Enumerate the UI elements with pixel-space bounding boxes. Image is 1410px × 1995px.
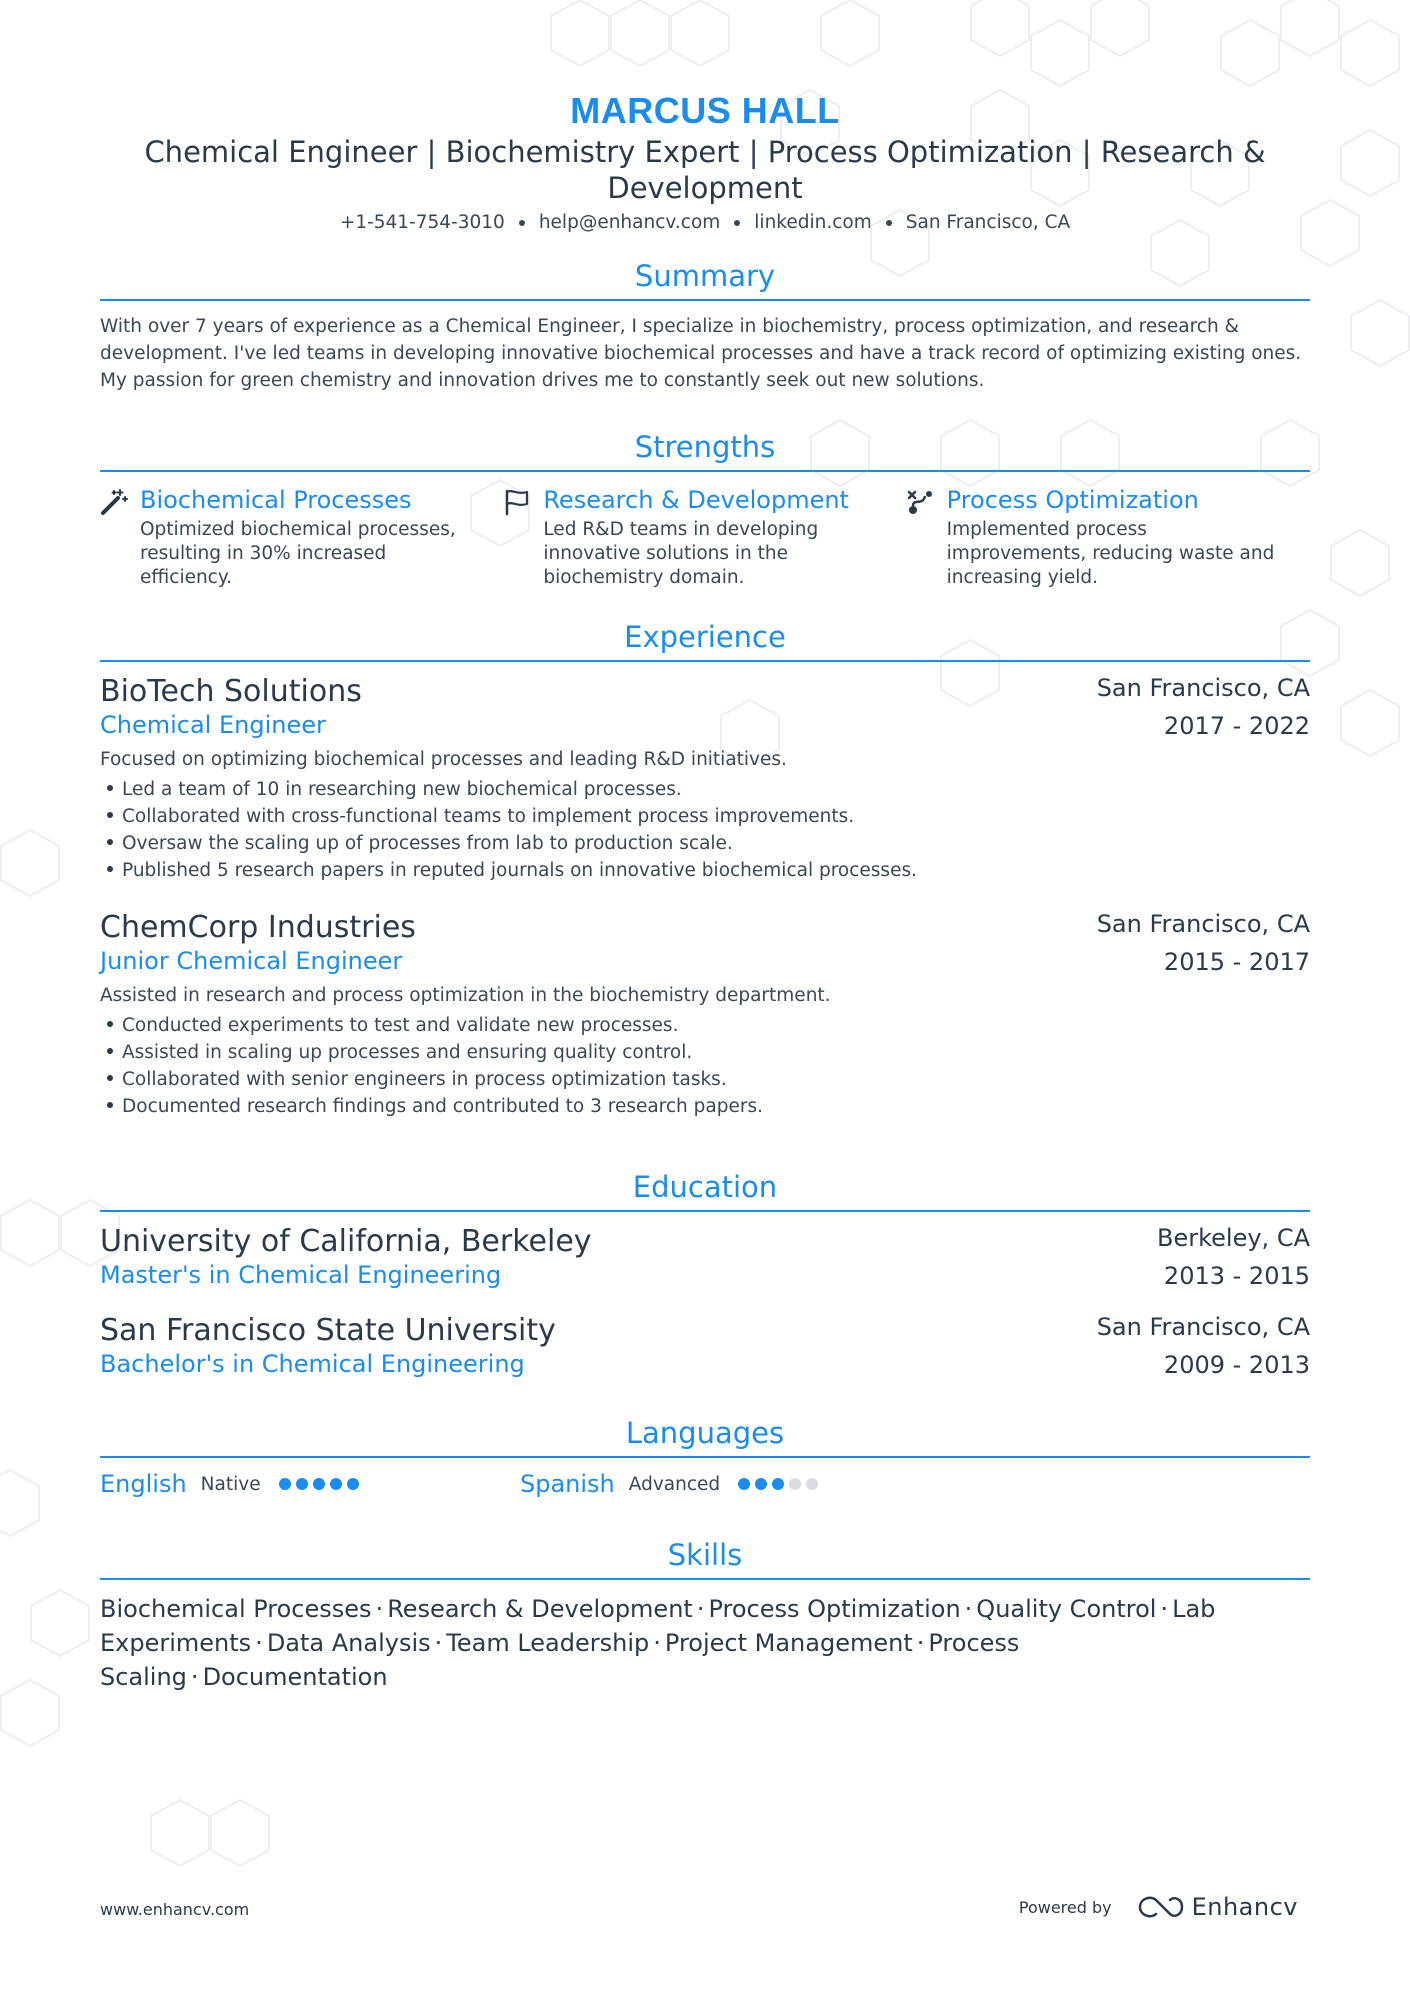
strengths-heading: Strengths <box>100 430 1310 472</box>
list-item: Collaborated with senior engineers in process optimization tasks. <box>100 1066 1310 1093</box>
filled-dot <box>347 1478 359 1490</box>
list-item: Oversaw the scaling up of processes from lab to production scale. <box>100 830 1310 857</box>
enhancv-logo-icon <box>1138 1896 1184 1918</box>
contact-phone[interactable]: +1-541-754-3010 <box>339 212 505 233</box>
job-summary: Focused on optimizing biochemical processes and leading R&D initiatives. <box>100 749 787 770</box>
degree: Bachelor's in Chemical Engineering <box>100 1350 525 1378</box>
filled-dot <box>738 1478 750 1490</box>
candidate-headline: Chemical Engineer | Biochemistry Expert | Process Optimization | Research & Development <box>144 135 1266 205</box>
language-level: Advanced <box>628 1473 721 1495</box>
skill-separator: · <box>1160 1595 1169 1623</box>
skill-item: Project Management <box>664 1629 913 1657</box>
list-item: Led a team of 10 in researching new biochemical processes. <box>100 776 1310 803</box>
school-dates: 2009 - 2013 <box>1163 1351 1310 1379</box>
empty-dot <box>789 1478 801 1490</box>
strength-item <box>100 486 503 590</box>
filled-dot <box>755 1478 767 1490</box>
school-name: San Francisco State University <box>100 1313 556 1348</box>
school-location: Berkeley, CA <box>1157 1224 1310 1252</box>
skill-separator: · <box>696 1595 705 1623</box>
skill-item: Quality Control <box>976 1595 1157 1623</box>
skills-list <box>100 1592 1310 1694</box>
contact-line <box>100 212 1310 233</box>
separator-dot <box>519 220 525 226</box>
strengths-list <box>100 486 1310 590</box>
skill-item: Biochemical Processes <box>100 1595 372 1623</box>
language-name: English <box>100 1470 187 1498</box>
list-item: Assisted in scaling up processes and ensuring quality control. <box>100 1039 1310 1066</box>
magic-wand-icon <box>100 486 140 590</box>
separator-dot <box>886 220 892 226</box>
job-summary: Assisted in research and process optimization in the biochemistry department. <box>100 985 831 1006</box>
experience-entry <box>100 910 1310 1120</box>
summary-text: With over 7 years of experience as a Chemical Engineer, I specialize in biochemistry, process optimization, and research & development. I've led teams in developing innovative biochemical processes and have a track record of optimizing existing ones. My passion for green chemistry and innovation drives me to constantly seek out new solutions. <box>100 316 1302 391</box>
separator-dot <box>734 220 740 226</box>
job-bullets <box>100 776 1310 884</box>
filled-dot <box>279 1478 291 1490</box>
skill-item: Team Leadership <box>446 1629 650 1657</box>
strength-item <box>503 486 906 590</box>
contact-location: San Francisco, CA <box>905 212 1071 233</box>
contact-email[interactable]: help@enhancv.com <box>538 212 721 233</box>
school-location: San Francisco, CA <box>1096 1313 1310 1341</box>
job-title: Chemical Engineer <box>100 711 326 739</box>
skill-item: Data Analysis <box>266 1629 431 1657</box>
footer-branding <box>1019 1893 1298 1921</box>
skill-separator: · <box>255 1629 263 1657</box>
job-location: San Francisco, CA <box>1096 910 1310 938</box>
powered-by-label: Powered by <box>1018 1897 1112 1917</box>
experience-heading: Experience <box>100 620 1310 662</box>
filled-dot <box>330 1478 342 1490</box>
skill-item: Process Scaling <box>100 1629 1020 1691</box>
education-entry <box>100 1224 1310 1289</box>
language-level: Native <box>200 1473 261 1495</box>
list-item: Documented research findings and contributed to 3 research papers. <box>100 1093 1310 1120</box>
skill-separator: · <box>916 1629 925 1657</box>
filled-dot <box>296 1478 308 1490</box>
candidate-name: MARCUS HALL <box>570 90 840 131</box>
strength-description: Led R&D teams in developing innovative solutions in the biochemistry domain. <box>543 519 819 588</box>
list-item: Published 5 research papers in reputed journals on innovative biochemical processes. <box>100 857 1310 884</box>
summary-heading: Summary <box>100 259 1310 301</box>
enhancv-brand[interactable]: Enhancv <box>1191 1893 1298 1921</box>
job-dates: 2015 - 2017 <box>1163 948 1310 976</box>
skill-separator: · <box>434 1629 443 1657</box>
strength-description: Optimized biochemical processes, resulting in 30% increased efficiency. <box>140 519 456 588</box>
job-title: Junior Chemical Engineer <box>100 947 403 975</box>
school-dates: 2013 - 2015 <box>1163 1262 1310 1290</box>
company-name: ChemCorp Industries <box>100 910 416 945</box>
experience-entry <box>100 674 1310 884</box>
empty-dot <box>806 1478 818 1490</box>
skill-separator: · <box>190 1663 199 1691</box>
strength-title: Biochemical Processes <box>140 486 412 514</box>
language-item <box>520 1470 940 1498</box>
language-item <box>100 1470 520 1498</box>
job-dates: 2017 - 2022 <box>1163 712 1310 740</box>
company-name: BioTech Solutions <box>100 674 362 709</box>
route-icon <box>907 486 947 590</box>
list-item: Collaborated with cross-functional teams to implement process improvements. <box>100 803 1310 830</box>
school-name: University of California, Berkeley <box>100 1224 592 1259</box>
skill-separator: · <box>375 1595 384 1623</box>
flag-icon <box>503 486 543 590</box>
education-heading: Education <box>100 1170 1310 1212</box>
job-location: San Francisco, CA <box>1096 674 1310 702</box>
skill-item: Lab Experiments <box>100 1595 1216 1657</box>
filled-dot <box>772 1478 784 1490</box>
skill-item: Research & Development <box>387 1595 693 1623</box>
job-bullets <box>100 1012 1310 1120</box>
languages-list <box>100 1470 1310 1498</box>
contact-linkedin[interactable]: linkedin.com <box>754 212 872 233</box>
strength-description: Implemented process improvements, reducing waste and increasing yield. <box>946 519 1275 588</box>
filled-dot <box>313 1478 325 1490</box>
list-item: Conducted experiments to test and validate new processes. <box>100 1012 1310 1039</box>
resume-page <box>100 90 1310 1694</box>
languages-heading: Languages <box>100 1416 1310 1458</box>
strength-title: Research & Development <box>543 486 849 514</box>
strength-title: Process Optimization <box>946 486 1199 514</box>
proficiency-dots <box>279 1478 364 1490</box>
skill-separator: · <box>653 1629 661 1657</box>
skill-item: Process Optimization <box>708 1595 961 1623</box>
skill-separator: · <box>964 1595 973 1623</box>
education-entry <box>100 1313 1310 1378</box>
degree: Master's in Chemical Engineering <box>100 1261 502 1289</box>
language-name: Spanish <box>520 1470 615 1498</box>
footer-website[interactable]: www.enhancv.com <box>100 1900 250 1919</box>
proficiency-dots <box>738 1478 823 1490</box>
strength-item <box>907 486 1310 590</box>
skills-heading: Skills <box>100 1538 1310 1580</box>
skill-item: Documentation <box>202 1663 388 1691</box>
